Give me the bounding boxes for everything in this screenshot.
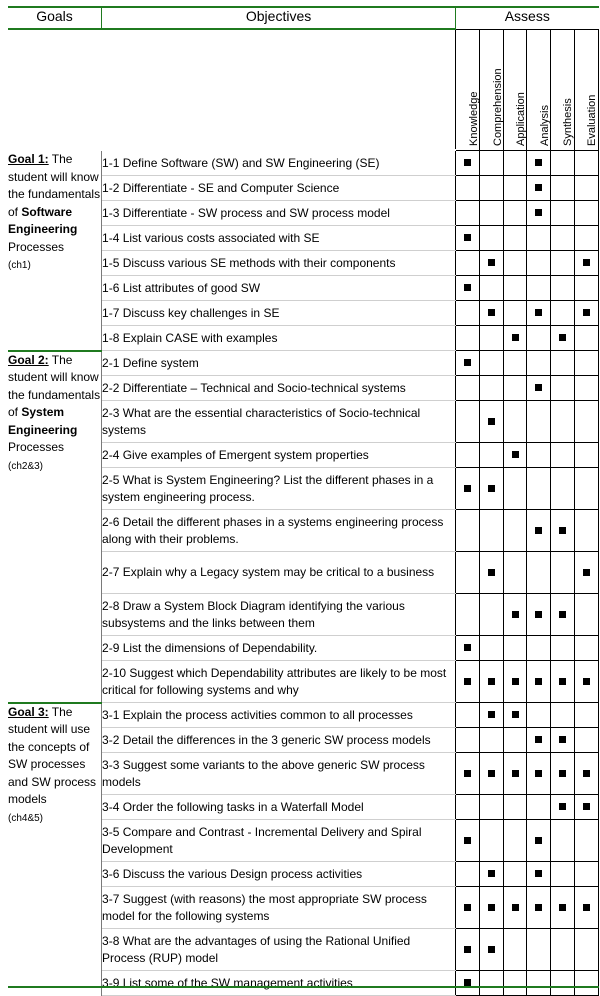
objective-row	[8, 351, 599, 376]
objective-text: 2-2 Differentiate – Technical and Socio-technical systems	[102, 376, 456, 401]
assess-cell	[504, 150, 527, 176]
assess-cell	[456, 703, 480, 728]
goal-text: The student will know the fundamentals of	[8, 152, 101, 219]
checkmark-square-icon	[535, 159, 542, 166]
assess-cell	[504, 862, 527, 887]
assess-cell	[456, 753, 480, 795]
assess-cell	[574, 795, 598, 820]
assess-cell	[574, 887, 598, 929]
assess-cell	[456, 201, 480, 226]
assess-cell	[550, 728, 574, 753]
goal-label: Goal 2:	[8, 352, 49, 367]
assess-cell	[456, 468, 480, 510]
assess-cell	[527, 301, 550, 326]
assess-cell	[527, 661, 550, 703]
checkmark-square-icon	[464, 485, 471, 492]
checkmark-square-icon	[559, 527, 566, 534]
goal-text-end: Processes	[8, 440, 65, 454]
objective-text: 3-6 Discuss the various Design process activities	[102, 862, 456, 887]
goal-cell	[8, 703, 102, 996]
checkmark-square-icon	[535, 384, 542, 391]
assess-cell	[504, 971, 527, 996]
checkmark-square-icon	[535, 770, 542, 777]
assess-cell	[574, 753, 598, 795]
assess-cell	[456, 510, 480, 552]
assess-cell	[504, 351, 527, 376]
assess-cell	[574, 401, 598, 443]
assess-cell	[456, 276, 480, 301]
checkmark-square-icon	[535, 209, 542, 216]
checkmark-square-icon	[488, 770, 495, 777]
goal-chapters: (ch1)	[8, 260, 31, 271]
assess-cell	[527, 226, 550, 251]
assess-cell	[480, 351, 504, 376]
assess-cell	[550, 326, 574, 351]
assess-cell	[550, 351, 574, 376]
assess-cell	[574, 552, 598, 594]
goal-chapters: (ch2&3)	[8, 460, 44, 472]
assess-cell	[550, 552, 574, 594]
assess-cell	[550, 150, 574, 176]
assess-cell	[480, 552, 504, 594]
assess-cell	[456, 636, 480, 661]
objective-text: 1-1 Define Software (SW) and SW Engineering (SE)	[102, 150, 456, 176]
assess-cell	[574, 594, 598, 636]
checkmark-square-icon	[512, 904, 519, 911]
assess-cell	[574, 820, 598, 862]
assess-cell	[550, 401, 574, 443]
assess-cell	[504, 510, 527, 552]
assess-cell	[527, 820, 550, 862]
assess-cell	[456, 795, 480, 820]
assess-cell	[480, 887, 504, 929]
assess-cell	[480, 301, 504, 326]
checkmark-square-icon	[583, 770, 590, 777]
assess-cell	[527, 971, 550, 996]
assess-cell	[550, 468, 574, 510]
checkmark-square-icon	[464, 904, 471, 911]
assess-cell	[504, 929, 527, 971]
assess-cell	[527, 862, 550, 887]
assess-level-header	[504, 29, 527, 150]
objective-text: 3-4 Order the following tasks in a Waterfall Model	[102, 795, 456, 820]
objective-text: 3-1 Explain the process activities common to all processes	[102, 703, 456, 728]
assess-cell	[574, 150, 598, 176]
assess-cell	[527, 351, 550, 376]
assess-cell	[550, 753, 574, 795]
assess-cell	[504, 795, 527, 820]
assess-cell	[527, 326, 550, 351]
objective-text: 1-5 Discuss various SE methods with their components	[102, 251, 456, 276]
assess-cell	[550, 201, 574, 226]
assess-cell	[574, 326, 598, 351]
assess-cell	[456, 887, 480, 929]
assess-cell	[456, 226, 480, 251]
objective-text: 2-3 What are the essential characteristics of Socio-technical systems	[102, 401, 456, 443]
assess-level-label: Evaluation	[586, 94, 599, 146]
assess-cell	[527, 251, 550, 276]
checkmark-square-icon	[464, 284, 471, 291]
assess-cell	[456, 820, 480, 862]
assess-level-header	[574, 29, 598, 150]
assess-cell	[550, 176, 574, 201]
checkmark-square-icon	[488, 904, 495, 911]
checkmark-square-icon	[488, 309, 495, 316]
assess-cell	[550, 929, 574, 971]
objective-text: 1-6 List attributes of good SW	[102, 276, 456, 301]
checkmark-square-icon	[583, 678, 590, 685]
assess-cell	[504, 301, 527, 326]
checkmark-square-icon	[464, 678, 471, 685]
assess-cell	[527, 510, 550, 552]
assess-cell	[504, 703, 527, 728]
objective-text: 2-7 Explain why a Legacy system may be critical to a business	[102, 552, 456, 594]
goal-subject: System Engineering	[8, 405, 78, 437]
assess-cell	[504, 636, 527, 661]
checkmark-square-icon	[488, 711, 495, 718]
assess-cell	[480, 703, 504, 728]
assess-level-header	[527, 29, 550, 150]
assess-cell	[480, 820, 504, 862]
checkmark-square-icon	[535, 904, 542, 911]
assess-cell	[527, 795, 550, 820]
checkmark-square-icon	[559, 334, 566, 341]
assess-cell	[480, 753, 504, 795]
assess-cell	[527, 636, 550, 661]
assess-cell	[574, 201, 598, 226]
table-bottom-rule	[8, 986, 599, 988]
goal-text: The student will know the fundamentals of	[8, 352, 101, 419]
objective-text: 3-5 Compare and Contrast - Incremental Delivery and Spiral Development	[102, 820, 456, 862]
checkmark-square-icon	[535, 527, 542, 534]
assess-cell	[504, 226, 527, 251]
objective-text: 3-9 List some of the SW management activities	[102, 971, 456, 996]
assess-cell	[480, 176, 504, 201]
assess-cell	[574, 728, 598, 753]
assess-cell	[480, 326, 504, 351]
checkmark-square-icon	[583, 259, 590, 266]
assess-cell	[504, 820, 527, 862]
assess-cell	[504, 401, 527, 443]
assess-cell	[550, 636, 574, 661]
assess-cell	[574, 276, 598, 301]
assess-cell	[504, 443, 527, 468]
assess-cell	[574, 176, 598, 201]
objective-row	[8, 703, 599, 728]
objective-text: 1-8 Explain CASE with examples	[102, 326, 456, 351]
assess-cell	[574, 443, 598, 468]
assess-cell	[550, 226, 574, 251]
goals-header: Goals	[8, 7, 102, 29]
assess-cell	[504, 594, 527, 636]
objective-text: 3-2 Detail the differences in the 3 generic SW process models	[102, 728, 456, 753]
assess-cell	[550, 594, 574, 636]
checkmark-square-icon	[464, 159, 471, 166]
assess-cell	[574, 226, 598, 251]
objective-text: 3-8 What are the advantages of using the Rational Unified Process (RUP) model	[102, 929, 456, 971]
goals-header-spacer	[8, 29, 102, 150]
assess-cell	[504, 887, 527, 929]
objective-text: 1-7 Discuss key challenges in SE	[102, 301, 456, 326]
goal-subject: Software Engineering	[8, 204, 78, 236]
assess-cell	[527, 929, 550, 971]
objective-text: 2-10 Suggest which Dependability attributes are likely to be most critical for following systems and why	[102, 661, 456, 703]
checkmark-square-icon	[512, 451, 519, 458]
assess-cell	[456, 929, 480, 971]
assess-cell	[480, 862, 504, 887]
goal-label: Goal 1:	[8, 152, 49, 166]
assess-cell	[480, 510, 504, 552]
checkmark-square-icon	[464, 946, 471, 953]
assess-cell	[550, 443, 574, 468]
objective-text: 2-4 Give examples of Emergent system properties	[102, 443, 456, 468]
objective-text: 2-8 Draw a System Block Diagram identifying the various subsystems and the links between them	[102, 594, 456, 636]
goal-label: Goal 3:	[8, 704, 49, 719]
assess-cell	[504, 661, 527, 703]
goal-cell	[8, 150, 102, 351]
assess-cell	[480, 594, 504, 636]
assess-cell	[574, 971, 598, 996]
goal-chapters: (ch4&5)	[8, 812, 44, 824]
assess-cell	[456, 862, 480, 887]
checkmark-square-icon	[512, 678, 519, 685]
assess-cell	[550, 661, 574, 703]
objective-text: 3-3 Suggest some variants to the above generic SW process models	[102, 753, 456, 795]
assess-cell	[480, 150, 504, 176]
assess-cell	[574, 376, 598, 401]
checkmark-square-icon	[464, 359, 471, 366]
checkmark-square-icon	[464, 837, 471, 844]
objective-text: 1-4 List various costs associated with SE	[102, 226, 456, 251]
checkmark-square-icon	[464, 770, 471, 777]
assess-level-label: Application	[515, 91, 528, 146]
assess-cell	[480, 376, 504, 401]
checkmark-square-icon	[488, 485, 495, 492]
assess-cell	[527, 887, 550, 929]
checkmark-square-icon	[559, 678, 566, 685]
assess-cell	[504, 468, 527, 510]
assess-cell	[480, 661, 504, 703]
assess-cell	[574, 862, 598, 887]
assess-cell	[504, 376, 527, 401]
assess-cell	[456, 376, 480, 401]
assess-cell	[456, 443, 480, 468]
assess-cell	[504, 326, 527, 351]
assess-cell	[550, 703, 574, 728]
assess-cell	[527, 401, 550, 443]
checkmark-square-icon	[535, 837, 542, 844]
assess-cell	[504, 201, 527, 226]
checkmark-square-icon	[488, 569, 495, 576]
checkmark-square-icon	[488, 946, 495, 953]
objective-text: 2-6 Detail the different phases in a systems engineering process along with their problems.	[102, 510, 456, 552]
assess-cell	[456, 728, 480, 753]
assess-cell	[574, 468, 598, 510]
assess-cell	[456, 661, 480, 703]
assess-cell	[480, 728, 504, 753]
checkmark-square-icon	[559, 904, 566, 911]
assess-level-label: Analysis	[538, 104, 551, 146]
assess-cell	[480, 636, 504, 661]
assess-cell	[527, 468, 550, 510]
checkmark-square-icon	[464, 234, 471, 241]
assess-level-label: Knowledge	[467, 91, 480, 146]
assess-cell	[574, 703, 598, 728]
assess-cell	[480, 468, 504, 510]
assess-cell	[527, 594, 550, 636]
assess-cell	[550, 971, 574, 996]
checkmark-square-icon	[488, 418, 495, 425]
assess-cell	[480, 201, 504, 226]
assess-cell	[456, 552, 480, 594]
assess-cell	[574, 351, 598, 376]
goal-text-end: Processes	[8, 239, 65, 254]
assess-cell	[480, 276, 504, 301]
assess-level-header	[480, 29, 504, 150]
assess-cell	[550, 376, 574, 401]
assess-cell	[456, 594, 480, 636]
assess-cell	[456, 251, 480, 276]
checkmark-square-icon	[559, 736, 566, 743]
assess-cell	[480, 795, 504, 820]
goal-cell	[8, 351, 102, 703]
objectives-header: Objectives	[102, 7, 456, 29]
assess-cell	[550, 795, 574, 820]
assess-cell	[527, 376, 550, 401]
assess-cell	[504, 728, 527, 753]
checkmark-square-icon	[535, 678, 542, 685]
objective-text: 2-5 What is System Engineering? List the different phases in a system engineering process.	[102, 468, 456, 510]
assess-cell	[480, 929, 504, 971]
objective-text: 1-2 Differentiate - SE and Computer Science	[102, 176, 456, 201]
assess-cell	[527, 443, 550, 468]
assess-level-label: Comprehension	[491, 67, 504, 146]
assess-cell	[574, 636, 598, 661]
checkmark-square-icon	[535, 309, 542, 316]
assess-cell	[480, 226, 504, 251]
assess-cell	[550, 301, 574, 326]
assess-cell	[504, 753, 527, 795]
assess-cell	[574, 510, 598, 552]
goal-text: The student will use the concepts of SW processes and SW process models	[8, 704, 97, 806]
assess-level-label: Synthesis	[562, 97, 575, 146]
checkmark-square-icon	[559, 770, 566, 777]
assess-cell	[527, 176, 550, 201]
assess-level-header	[550, 29, 574, 150]
assess-cell	[480, 971, 504, 996]
objective-text: 1-3 Differentiate - SW process and SW process model	[102, 201, 456, 226]
assess-cell	[480, 251, 504, 276]
assess-cell	[527, 552, 550, 594]
assess-cell	[527, 201, 550, 226]
assess-cell	[504, 552, 527, 594]
checkmark-square-icon	[488, 870, 495, 877]
checkmark-square-icon	[488, 259, 495, 266]
assess-cell	[527, 150, 550, 176]
checkmark-square-icon	[559, 611, 566, 618]
checkmark-square-icon	[583, 803, 590, 810]
assess-cell	[527, 703, 550, 728]
assess-cell	[504, 276, 527, 301]
assess-cell	[550, 887, 574, 929]
checkmark-square-icon	[535, 870, 542, 877]
checkmark-square-icon	[512, 611, 519, 618]
assess-cell	[574, 661, 598, 703]
objective-text: 2-9 List the dimensions of Dependability.	[102, 636, 456, 661]
checkmark-square-icon	[512, 711, 519, 718]
assess-cell	[550, 820, 574, 862]
objectives-header-spacer	[102, 29, 456, 150]
assess-cell	[480, 401, 504, 443]
assess-cell	[480, 443, 504, 468]
assess-cell	[456, 301, 480, 326]
checkmark-square-icon	[583, 904, 590, 911]
assess-cell	[456, 971, 480, 996]
assess-cell	[456, 326, 480, 351]
checkmark-square-icon	[512, 334, 519, 341]
assess-cell	[456, 150, 480, 176]
checkmark-square-icon	[512, 770, 519, 777]
assess-cell	[456, 401, 480, 443]
checkmark-square-icon	[559, 803, 566, 810]
assess-cell	[550, 862, 574, 887]
assess-cell	[504, 251, 527, 276]
assess-cell	[574, 301, 598, 326]
objective-text: 3-7 Suggest (with reasons) the most appropriate SW process model for the following systems	[102, 887, 456, 929]
assess-cell	[550, 251, 574, 276]
checkmark-square-icon	[535, 611, 542, 618]
objective-row	[8, 150, 599, 176]
assess-cell	[550, 276, 574, 301]
checkmark-square-icon	[583, 569, 590, 576]
assess-cell	[456, 351, 480, 376]
checkmark-square-icon	[488, 678, 495, 685]
assess-cell	[574, 929, 598, 971]
assess-header: Assess	[456, 7, 599, 29]
assess-cell	[527, 753, 550, 795]
assess-cell	[527, 728, 550, 753]
checkmark-square-icon	[583, 309, 590, 316]
checkmark-square-icon	[464, 644, 471, 651]
assess-cell	[574, 251, 598, 276]
assess-cell	[550, 510, 574, 552]
assess-cell	[456, 176, 480, 201]
assess-level-header	[456, 29, 480, 150]
checkmark-square-icon	[464, 979, 471, 986]
objective-text: 2-1 Define system	[102, 351, 456, 376]
objectives-table	[8, 6, 599, 996]
checkmark-square-icon	[535, 736, 542, 743]
checkmark-square-icon	[535, 184, 542, 191]
assess-cell	[527, 276, 550, 301]
assess-cell	[504, 176, 527, 201]
